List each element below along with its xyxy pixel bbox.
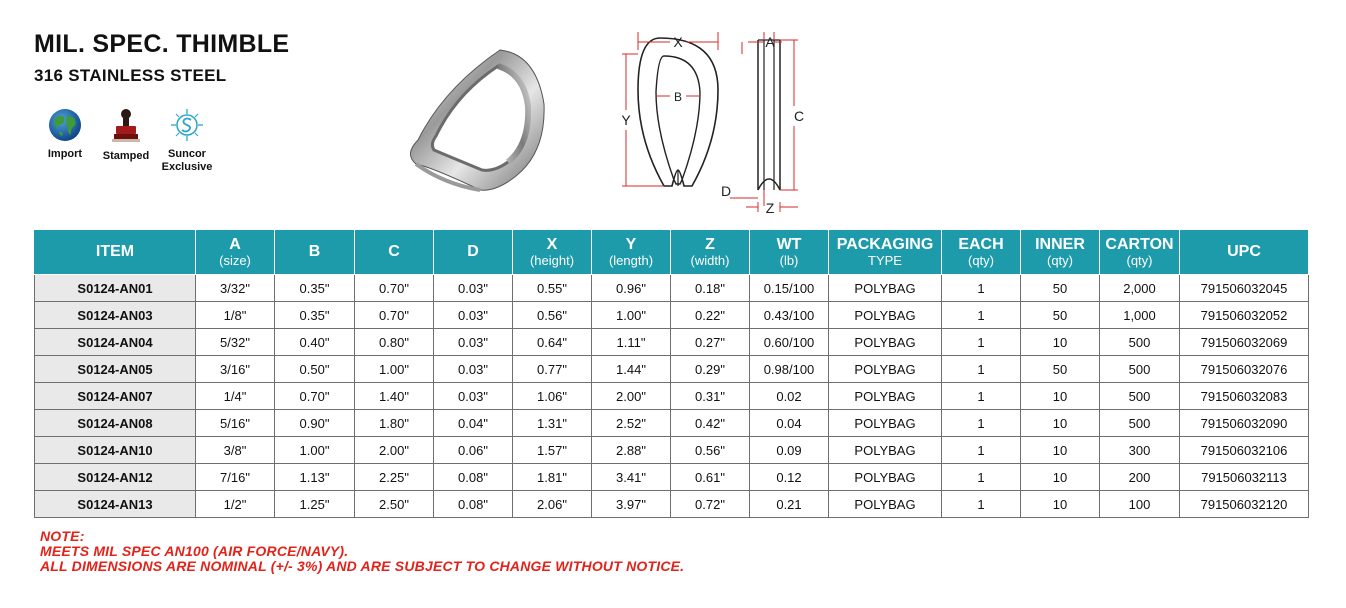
table-cell: 0.98/100 bbox=[750, 356, 829, 383]
table-cell: 1/8" bbox=[196, 302, 275, 329]
column-header-sublabel: (qty) bbox=[1047, 252, 1073, 268]
column-header-label: UPC bbox=[1227, 243, 1261, 260]
dimension-label-y: Y bbox=[621, 112, 631, 128]
table-cell: 0.06" bbox=[434, 437, 513, 464]
table-cell: 0.18" bbox=[671, 275, 750, 302]
table-cell: 791506032052 bbox=[1180, 302, 1309, 329]
table-cell: 0.21 bbox=[750, 491, 829, 518]
page-title: MIL. SPEC. THIMBLE bbox=[34, 30, 290, 58]
table-cell: 3/32" bbox=[196, 275, 275, 302]
table-cell: 500 bbox=[1100, 356, 1180, 383]
item-number-cell: S0124-AN03 bbox=[35, 302, 196, 329]
table-cell: 0.35" bbox=[275, 275, 355, 302]
table-cell: 0.08" bbox=[434, 491, 513, 518]
table-cell: 3.97" bbox=[592, 491, 671, 518]
table-cell: 3.41" bbox=[592, 464, 671, 491]
table-cell: 3/8" bbox=[196, 437, 275, 464]
table-cell: 1.00" bbox=[355, 356, 434, 383]
table-cell: 0.22" bbox=[671, 302, 750, 329]
table-cell: 1.11" bbox=[592, 329, 671, 356]
table-cell: 200 bbox=[1100, 464, 1180, 491]
table-cell: 0.35" bbox=[275, 302, 355, 329]
table-cell: 0.56" bbox=[671, 437, 750, 464]
table-cell: 0.43/100 bbox=[750, 302, 829, 329]
table-cell: 0.90" bbox=[275, 410, 355, 437]
column-header-sublabel: (qty) bbox=[1126, 252, 1153, 268]
table-cell: 10 bbox=[1021, 383, 1100, 410]
table-cell: 1 bbox=[942, 275, 1021, 302]
column-header-packaging bbox=[829, 230, 942, 275]
column-header-sublabel: (size) bbox=[219, 252, 251, 268]
column-header-sublabel: (length) bbox=[608, 252, 654, 268]
table-cell: 2,000 bbox=[1100, 275, 1180, 302]
column-header-a bbox=[196, 230, 275, 275]
table-cell: 1.00" bbox=[592, 302, 671, 329]
table-cell: POLYBAG bbox=[829, 464, 942, 491]
table-cell: 50 bbox=[1021, 356, 1100, 383]
note-line-2: ALL DIMENSIONS ARE NOMINAL (+/- 3%) AND ARE SUBJECT TO CHANGE WITHOUT NOTICE. bbox=[40, 558, 685, 574]
table-cell: 1/2" bbox=[196, 491, 275, 518]
table-cell: POLYBAG bbox=[829, 275, 942, 302]
column-header-sublabel: (height) bbox=[529, 252, 575, 268]
table-cell: 0.40" bbox=[275, 329, 355, 356]
table-cell: 1/4" bbox=[196, 383, 275, 410]
column-header-sublabel: (width) bbox=[690, 252, 730, 268]
globe-icon bbox=[48, 108, 82, 142]
table-cell: 0.56" bbox=[513, 302, 592, 329]
dimension-label-c: C bbox=[793, 108, 805, 124]
front-view bbox=[638, 38, 718, 186]
table-cell: 0.09 bbox=[750, 437, 829, 464]
column-header-d bbox=[434, 230, 513, 275]
table-cell: 5/32" bbox=[196, 329, 275, 356]
column-header-inner bbox=[1021, 230, 1100, 275]
table-cell: 0.42" bbox=[671, 410, 750, 437]
table-cell: 2.06" bbox=[513, 491, 592, 518]
table-cell: 7/16" bbox=[196, 464, 275, 491]
spec-table bbox=[34, 229, 1309, 518]
table-cell: 0.55" bbox=[513, 275, 592, 302]
dimension-label-d: D bbox=[720, 183, 732, 199]
column-header-label: X bbox=[546, 235, 558, 253]
table-cell: 50 bbox=[1021, 275, 1100, 302]
table-cell: 10 bbox=[1021, 410, 1100, 437]
item-number-cell: S0124-AN04 bbox=[35, 329, 196, 356]
table-cell: 3/16" bbox=[196, 356, 275, 383]
table-cell: 0.50" bbox=[275, 356, 355, 383]
table-cell: 1 bbox=[942, 383, 1021, 410]
table-cell: POLYBAG bbox=[829, 437, 942, 464]
note-block bbox=[40, 529, 684, 574]
stamped-label: Stamped bbox=[102, 150, 150, 162]
table-cell: 2.00" bbox=[355, 437, 434, 464]
column-header-label: ITEM bbox=[95, 243, 135, 260]
table-cell: 791506032090 bbox=[1180, 410, 1309, 437]
table-cell: 2.88" bbox=[592, 437, 671, 464]
table-cell: 50 bbox=[1021, 302, 1100, 329]
column-header-label: PACKAGING bbox=[836, 235, 934, 253]
column-header-x bbox=[513, 230, 592, 275]
table-cell: 1.80" bbox=[355, 410, 434, 437]
table-cell: 0.12 bbox=[750, 464, 829, 491]
table-row bbox=[35, 275, 1309, 302]
table-cell: 1 bbox=[942, 410, 1021, 437]
table-cell: 5/16" bbox=[196, 410, 275, 437]
table-cell: 500 bbox=[1100, 329, 1180, 356]
suncor-label-line1: Suncor bbox=[168, 148, 206, 160]
table-cell: 0.29" bbox=[671, 356, 750, 383]
table-row bbox=[35, 437, 1309, 464]
table-cell: 791506032106 bbox=[1180, 437, 1309, 464]
column-header-upc bbox=[1180, 230, 1309, 275]
page-subtitle: 316 STAINLESS STEEL bbox=[34, 66, 227, 85]
column-header-label: CARTON bbox=[1105, 235, 1174, 253]
column-header-label: C bbox=[388, 243, 400, 260]
table-cell: 1.81" bbox=[513, 464, 592, 491]
table-body bbox=[35, 275, 1309, 518]
table-cell: 0.03" bbox=[434, 383, 513, 410]
table-row bbox=[35, 464, 1309, 491]
table-cell: 0.70" bbox=[355, 302, 434, 329]
table-cell: 1 bbox=[942, 356, 1021, 383]
table-cell: 1.31" bbox=[513, 410, 592, 437]
table-cell: 1 bbox=[942, 491, 1021, 518]
table-row bbox=[35, 383, 1309, 410]
table-cell: 1 bbox=[942, 437, 1021, 464]
table-cell: 0.70" bbox=[275, 383, 355, 410]
column-header-sublabel: (lb) bbox=[779, 252, 799, 268]
suncor-exclusive-badge bbox=[158, 108, 216, 174]
table-cell: 500 bbox=[1100, 410, 1180, 437]
table-cell: POLYBAG bbox=[829, 410, 942, 437]
column-header-carton bbox=[1100, 230, 1180, 275]
table-cell: 0.72" bbox=[671, 491, 750, 518]
table-row bbox=[35, 356, 1309, 383]
table-cell: 0.31" bbox=[671, 383, 750, 410]
table-cell: 0.03" bbox=[434, 356, 513, 383]
column-header-b bbox=[275, 230, 355, 275]
suncor-logo-icon bbox=[170, 108, 204, 142]
column-header-wt bbox=[750, 230, 829, 275]
item-number-cell: S0124-AN05 bbox=[35, 356, 196, 383]
table-cell: 1.06" bbox=[513, 383, 592, 410]
item-number-cell: S0124-AN08 bbox=[35, 410, 196, 437]
table-header-row bbox=[35, 230, 1309, 275]
table-cell: 1.40" bbox=[355, 383, 434, 410]
dimension-diagram bbox=[612, 30, 808, 216]
column-header-label: INNER bbox=[1035, 235, 1085, 253]
table-cell: POLYBAG bbox=[829, 302, 942, 329]
dimension-label-b: B bbox=[673, 90, 683, 104]
table-cell: 2.25" bbox=[355, 464, 434, 491]
table-cell: 1.25" bbox=[275, 491, 355, 518]
column-header-label: Y bbox=[625, 235, 637, 253]
table-cell: 0.03" bbox=[434, 329, 513, 356]
table-cell: 1.44" bbox=[592, 356, 671, 383]
table-cell: 2.50" bbox=[355, 491, 434, 518]
item-number-cell: S0124-AN10 bbox=[35, 437, 196, 464]
item-number-cell: S0124-AN07 bbox=[35, 383, 196, 410]
column-header-item bbox=[35, 230, 196, 275]
thimble-product-image bbox=[404, 44, 554, 196]
import-badge bbox=[40, 108, 90, 161]
column-header-y bbox=[592, 230, 671, 275]
table-cell: 0.15/100 bbox=[750, 275, 829, 302]
table-cell: 0.04 bbox=[750, 410, 829, 437]
table-row bbox=[35, 302, 1309, 329]
table-cell: 0.70" bbox=[355, 275, 434, 302]
table-cell: 10 bbox=[1021, 437, 1100, 464]
table-cell: 1.00" bbox=[275, 437, 355, 464]
table-cell: 0.60/100 bbox=[750, 329, 829, 356]
item-number-cell: S0124-AN01 bbox=[35, 275, 196, 302]
side-view bbox=[758, 40, 780, 190]
table-cell: 791506032083 bbox=[1180, 383, 1309, 410]
table-row bbox=[35, 410, 1309, 437]
table-cell: 791506032045 bbox=[1180, 275, 1309, 302]
column-header-label: WT bbox=[776, 235, 802, 253]
item-number-cell: S0124-AN13 bbox=[35, 491, 196, 518]
table-cell: 0.27" bbox=[671, 329, 750, 356]
table-cell: 10 bbox=[1021, 329, 1100, 356]
column-header-label: A bbox=[229, 235, 241, 253]
note-line-1: MEETS MIL SPEC AN100 (AIR FORCE/NAVY). bbox=[40, 543, 349, 559]
table-cell: 0.77" bbox=[513, 356, 592, 383]
column-header-label: Z bbox=[705, 235, 715, 253]
table-cell: 10 bbox=[1021, 491, 1100, 518]
table-cell: 2.00" bbox=[592, 383, 671, 410]
table-cell: 791506032069 bbox=[1180, 329, 1309, 356]
table-cell: 791506032076 bbox=[1180, 356, 1309, 383]
note-heading: NOTE: bbox=[40, 528, 85, 544]
table-cell: 1,000 bbox=[1100, 302, 1180, 329]
import-label: Import bbox=[47, 148, 83, 160]
column-header-sublabel: (qty) bbox=[968, 252, 994, 268]
stamped-badge bbox=[98, 108, 154, 163]
table-cell: 2.52" bbox=[592, 410, 671, 437]
table-cell: 300 bbox=[1100, 437, 1180, 464]
column-header-c bbox=[355, 230, 434, 275]
item-number-cell: S0124-AN12 bbox=[35, 464, 196, 491]
table-cell: 0.02 bbox=[750, 383, 829, 410]
stamp-icon bbox=[111, 108, 141, 144]
table-cell: 0.64" bbox=[513, 329, 592, 356]
table-cell: POLYBAG bbox=[829, 329, 942, 356]
table-cell: POLYBAG bbox=[829, 491, 942, 518]
table-cell: 1 bbox=[942, 329, 1021, 356]
table-cell: 791506032113 bbox=[1180, 464, 1309, 491]
column-header-label: B bbox=[308, 243, 321, 260]
suncor-label-line2: Exclusive bbox=[161, 161, 213, 173]
table-cell: 1 bbox=[942, 302, 1021, 329]
column-header-label: D bbox=[467, 243, 479, 260]
table-cell: 10 bbox=[1021, 464, 1100, 491]
table-row bbox=[35, 491, 1309, 518]
table-cell: 1 bbox=[942, 464, 1021, 491]
column-header-sublabel: TYPE bbox=[868, 252, 902, 268]
table-cell: 0.80" bbox=[355, 329, 434, 356]
table-cell: 0.08" bbox=[434, 464, 513, 491]
table-cell: 500 bbox=[1100, 383, 1180, 410]
table-cell: POLYBAG bbox=[829, 383, 942, 410]
table-cell: 0.96" bbox=[592, 275, 671, 302]
dimension-label-x: X bbox=[673, 34, 683, 50]
dimension-label-z: Z bbox=[765, 200, 775, 216]
column-header-label: EACH bbox=[958, 235, 1004, 253]
column-header-each bbox=[942, 230, 1021, 275]
table-cell: 791506032120 bbox=[1180, 491, 1309, 518]
table-row bbox=[35, 329, 1309, 356]
column-header-z bbox=[671, 230, 750, 275]
table-cell: 0.04" bbox=[434, 410, 513, 437]
table-cell: 0.61" bbox=[671, 464, 750, 491]
table-cell: 0.03" bbox=[434, 275, 513, 302]
table-cell: 1.13" bbox=[275, 464, 355, 491]
table-cell: 1.57" bbox=[513, 437, 592, 464]
dimension-label-a: A bbox=[765, 34, 775, 50]
table-cell: 0.03" bbox=[434, 302, 513, 329]
table-cell: 100 bbox=[1100, 491, 1180, 518]
table-cell: POLYBAG bbox=[829, 356, 942, 383]
